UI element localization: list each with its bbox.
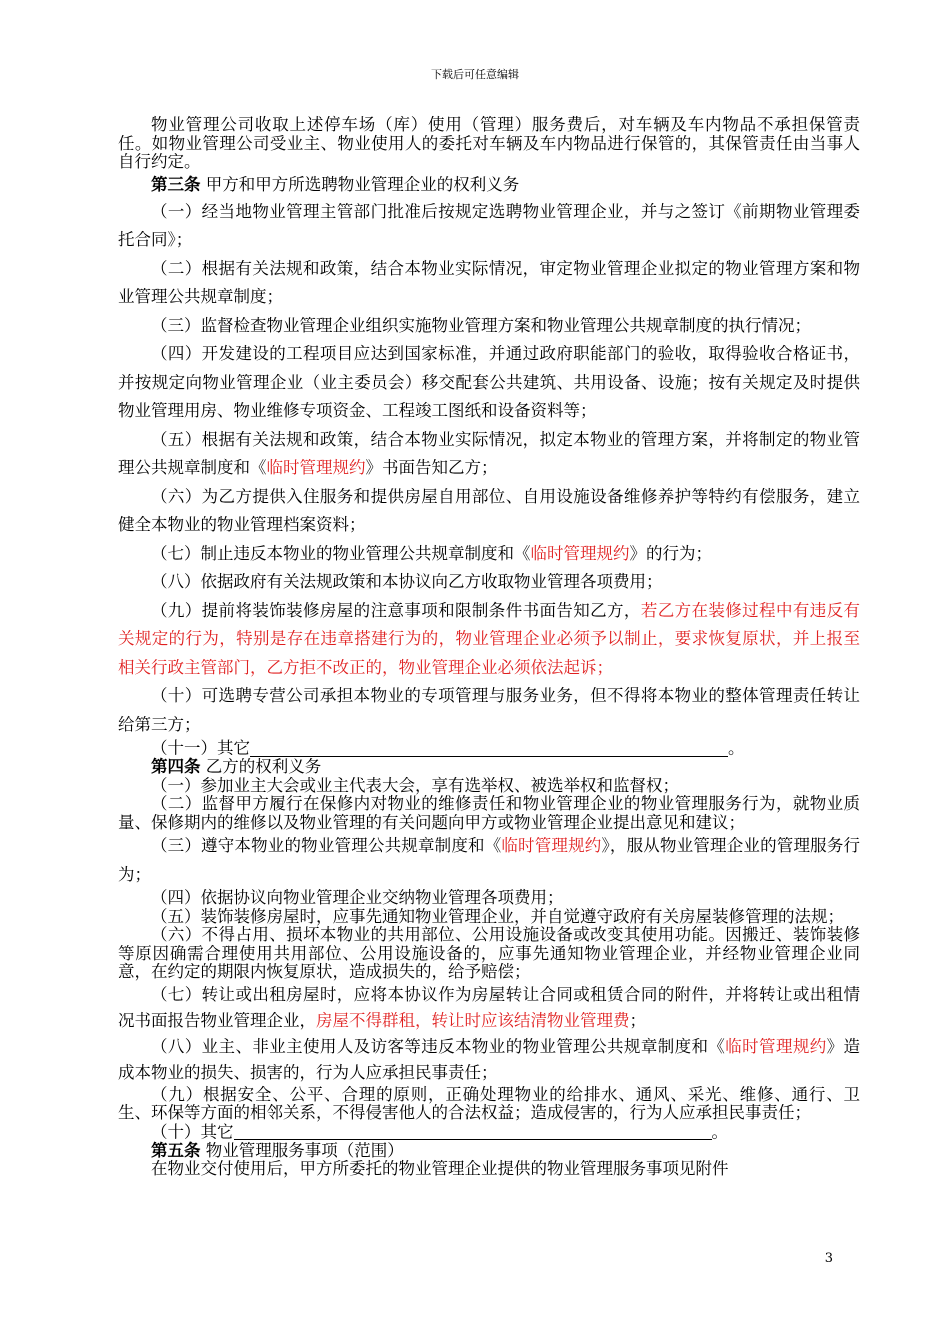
paragraph (118, 1123, 860, 1142)
paragraph-text: （九）提前将装饰装修房屋的注意事项和限制条件书面告知乙方， (151, 600, 641, 620)
article-heading: 第三条 (151, 174, 201, 194)
paragraph (118, 982, 860, 1034)
paragraph-text: （二）根据有关法规和政策，结合本物业实际情况，审定物业管理企业拟定的物业管理方案和物业管理公共规章制度； (118, 258, 860, 306)
paragraph-text: （八）依据政府有关法规政策和本协议向乙方收取物业管理各项费用； (151, 572, 663, 591)
paragraph-text: （七）制止违反本物业的物业管理公共规章制度和《 (151, 543, 531, 563)
paragraph-text: 甲方和甲方所选聘物业管理企业的权利义务 (200, 174, 520, 194)
paragraph-text: 。 (711, 1122, 728, 1141)
paragraph-text: ； (629, 1010, 646, 1030)
paragraph-text: 》造成本物业的损失、损害的，行为人应承担民事责任； (118, 1036, 861, 1082)
paragraph (118, 483, 860, 540)
paragraph-text: （一）经当地物业管理主管部门批准后按规定选聘物业管理企业，并与之签订《前期物业管理委托合同》； (118, 201, 860, 249)
highlighted-text: 若乙方在装修过程中有违反有关规定的行为，特别是存在违章搭建行为的，物业管理企业必须予以制止，要求恢复原状，并上报至相关行政主管部门，乙方拒不改正的，物业管理企业必须依法起诉； (118, 600, 861, 677)
paragraph (118, 832, 860, 889)
paragraph (118, 758, 860, 777)
paragraph (118, 777, 860, 796)
paragraph (118, 1160, 860, 1179)
article-heading: 第四条 (151, 757, 201, 776)
paragraph-text: （六）不得占用、损坏本物业的共用部位、公用设施设备或改变其使用功能。因搬迁、装饰装修等原因确需合理使用共用部位、公用设施设备的，应事先通知物业管理企业，并经物业管理企业同意，在约定的期限内恢复原状，造成损失的，给予赔偿； (118, 925, 860, 981)
paragraph (118, 312, 860, 341)
paragraph (118, 198, 860, 255)
paragraph (118, 926, 860, 982)
paragraph (118, 597, 860, 683)
paragraph-text: 。 (728, 738, 745, 758)
highlighted-text: 房屋不得群租，转让时应该结清物业管理费 (316, 1010, 630, 1030)
paragraph-text: 》的行为； (629, 543, 712, 563)
paragraph-text: 》，服从物业管理企业的管理服务行为； (118, 836, 861, 884)
paragraph (118, 568, 860, 597)
paragraph (118, 340, 860, 426)
paragraph-text: （五）装饰装修房屋时，应事先通知物业管理企业，并自觉遵守政府有关房屋装修管理的法规； (151, 906, 844, 926)
paragraph (118, 908, 860, 927)
paragraph-text: （二）监督甲方履行在保修内对物业的维修责任和物业管理企业的物业管理服务行为，就物业质量、保修期内的维修以及物业管理的有关问题向甲方或物业管理企业提出意见和建议； (118, 794, 860, 832)
paragraph-text: 》书面告知乙方； (365, 458, 498, 477)
paragraph (118, 795, 860, 832)
paragraph-text: 乙方的权利义务 (200, 757, 322, 776)
fill-in-blank-line (234, 1123, 712, 1141)
paragraph-text: 物业管理服务事项（范围） (200, 1140, 404, 1160)
fill-in-blank-line (250, 739, 728, 757)
paragraph-text: （十）可选聘专营公司承担本物业的专项管理与服务业务，但不得将本物业的整体管理责任转让给第三方； (118, 686, 860, 734)
paragraph-text: （四）开发建设的工程项目应达到国家标准，并通过政府职能部门的验收，取得验收合格证书，并按规定向物业管理企业（业主委员会）移交配套公共建筑、共用设备、设施；按有关规定及时提供物业管理用房、物业维修专项资金、工程竣工图纸和设备资料等； (118, 344, 860, 420)
paragraph-text: （九）根据安全、公平、合理的原则，正确处理物业的给排水、通风、采光、维修、通行、卫生、环保等方面的相邻关系，不得侵害他人的合法权益；造成侵害的，行为人应承担民事责任； (118, 1084, 860, 1122)
paragraph-text: （四）依据协议向物业管理企业交纳物业管理各项费用； (151, 888, 564, 907)
paragraph-text: （三）遵守本物业的物业管理公共规章制度和《 (151, 836, 502, 855)
paragraph-text: （三）监督检查物业管理企业组织实施物业管理方案和物业管理公共规章制度的执行情况； (151, 315, 811, 335)
paragraph (118, 540, 860, 569)
highlighted-text: 临时管理规约 (725, 1036, 827, 1056)
paragraph (118, 426, 860, 483)
paragraph-text: （六）为乙方提供入住服务和提供房屋自用部位、自用设施设备维修养护等特约有偿服务，建立健全本物业的物业管理档案资料； (118, 486, 860, 534)
paragraph-text: （一）参加业主大会或业主代表大会，享有选举权、被选举权和监督权； (151, 775, 679, 795)
highlighted-text: 临时管理规约 (530, 543, 630, 563)
paragraph (118, 1086, 860, 1123)
highlighted-text: 临时管理规约 (501, 836, 602, 855)
paragraph-text: （五）根据有关法规和政策，结合本物业实际情况，拟定本物业的管理方案，并将制定的物业管理公共规章制度和《 (118, 429, 860, 477)
paragraph-text: （十一）其它 (151, 738, 250, 758)
paragraph-text: （八）业主、非业主使用人及访客等违反本物业的物业管理公共规章制度和《 (151, 1036, 726, 1056)
paragraph-text: 物业管理公司收取上述停车场（库）使用（管理）服务费后，对车辆及车内物品不承担保管责任。如物业管理公司受业主、物业使用人的委托对车辆及车内物品进行保管的，其保管责任由当事人自行约定。 (118, 115, 860, 171)
paragraph-text: （十）其它 (151, 1122, 234, 1141)
paragraph (118, 739, 860, 758)
paragraph-text: 在物业交付使用后，甲方所委托的物业管理企业提供的物业管理服务事项见附件 (151, 1159, 729, 1178)
article-heading: 第五条 (151, 1140, 201, 1160)
document-body (118, 116, 860, 1179)
paragraph (118, 1034, 860, 1086)
paragraph (118, 255, 860, 312)
paragraph (118, 172, 860, 198)
paragraph (118, 1142, 860, 1161)
paragraph (118, 682, 860, 739)
paragraph (118, 889, 860, 908)
paragraph-text: （七）转让或出租房屋时，应将本协议作为房屋转让合同或租赁合同的附件，并将转让或出租情况书面报告物业管理企业， (118, 984, 860, 1030)
page-number: 3 (824, 1251, 833, 1266)
highlighted-text: 临时管理规约 (266, 458, 366, 477)
paragraph (118, 116, 860, 172)
page-header: 下载后可任意编辑 (431, 68, 519, 81)
